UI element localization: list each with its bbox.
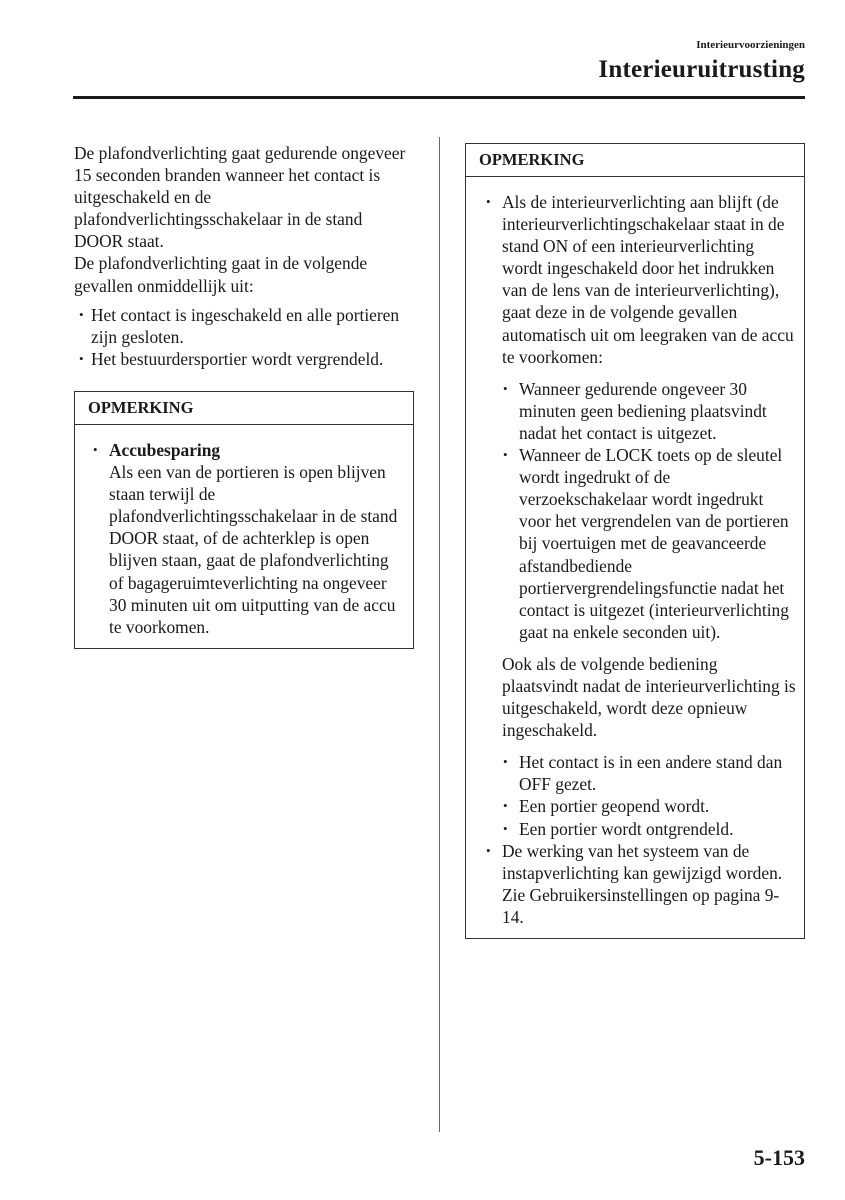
list-item: • Het contact is in een andere stand dan OFF gezet. — [502, 751, 796, 795]
note-body — [75, 425, 413, 648]
column-divider — [439, 137, 440, 1132]
note-box-battery — [74, 391, 414, 649]
note-bullet — [482, 840, 796, 928]
page-reference: Zie Gebruikersinstellingen op pagina 9-14. — [502, 884, 780, 927]
left-column — [74, 142, 414, 649]
note-bullet-text: • Als de interieurverlichting aan blijft (de interieurverlichtingschakelaar staat in de stand ON of een interieurverlichting wordt ingeschakeld door het indrukken van de lens van de interieurverlichting), gaat deze in de volgende gevallen automatisch uit om leegraken van de accu te voorkomen: — [502, 192, 794, 367]
sub-list — [502, 378, 796, 643]
note-bullet-text: Als een van de portieren is open blijven staan terwijl de plafondverlichtingsschakelaar in de stand DOOR staat, of de achterklep is open blijven staan, gaat de plafondverlichting of bagageruimteverlichting na ongeveer 30 minuten uit om uitputting van de accu te voorkomen. — [109, 462, 398, 637]
right-column — [465, 143, 805, 939]
cases-list — [74, 304, 414, 370]
list-item: • Wanneer de LOCK toets op de sleutel wordt ingedrukt of de verzoekschakelaar wordt ingedrukt voor het vergrendelen van de portieren bij voertuigen met de geavanceerde afstandbediende portiervergrendelingsfunctie nadat het contact is uitgezet (interieurverlichting gaat na enkele seconden uit). — [502, 444, 796, 643]
note-bullet-title: • Accubesparing — [109, 439, 221, 460]
sub-list — [502, 751, 796, 839]
page-number: 5-153 — [753, 1145, 805, 1170]
list-item: • Het contact is ingeschakeld en alle portieren zijn gesloten. — [74, 304, 414, 348]
intro-paragraph: De plafondverlichting gaat gedurende ongeveer 15 seconden branden wanneer het contact is uitgeschakeld en de plafondverlichtingsschakelaar in de stand DOOR staat. — [74, 143, 406, 252]
list-item: • Het bestuurdersportier wordt vergrendeld. — [74, 348, 414, 370]
page-title: Interieuruitrusting — [598, 56, 805, 83]
note-box-interior-light — [465, 143, 805, 939]
note-heading: OPMERKING — [466, 144, 804, 177]
list-item: • Een portier geopend wordt. — [502, 795, 796, 817]
note-bullet-text: • De werking van het systeem van de instapverlichting kan gewijzigd worden. — [502, 840, 783, 883]
note-heading: OPMERKING — [75, 392, 413, 425]
note-body — [466, 177, 804, 938]
header-divider — [73, 96, 805, 99]
note-bullet — [482, 191, 796, 840]
list-item: • Wanneer gedurende ongeveer 30 minuten geen bediening plaatsvindt nadat het contact is uitgezet. — [502, 378, 796, 444]
note-bullet — [89, 439, 405, 638]
list-item: • Een portier wordt ontgrendeld. — [502, 818, 796, 840]
note-paragraph: Ook als de volgende bediening plaatsvindt nadat de interieurverlichting is uitgeschakeld, wordt deze opnieuw ingeschakeld. — [502, 653, 796, 741]
cases-paragraph: De plafondverlichting gaat in de volgende gevallen onmiddellijk uit: — [74, 253, 368, 296]
section-label: Interieurvoorzieningen — [696, 39, 805, 51]
